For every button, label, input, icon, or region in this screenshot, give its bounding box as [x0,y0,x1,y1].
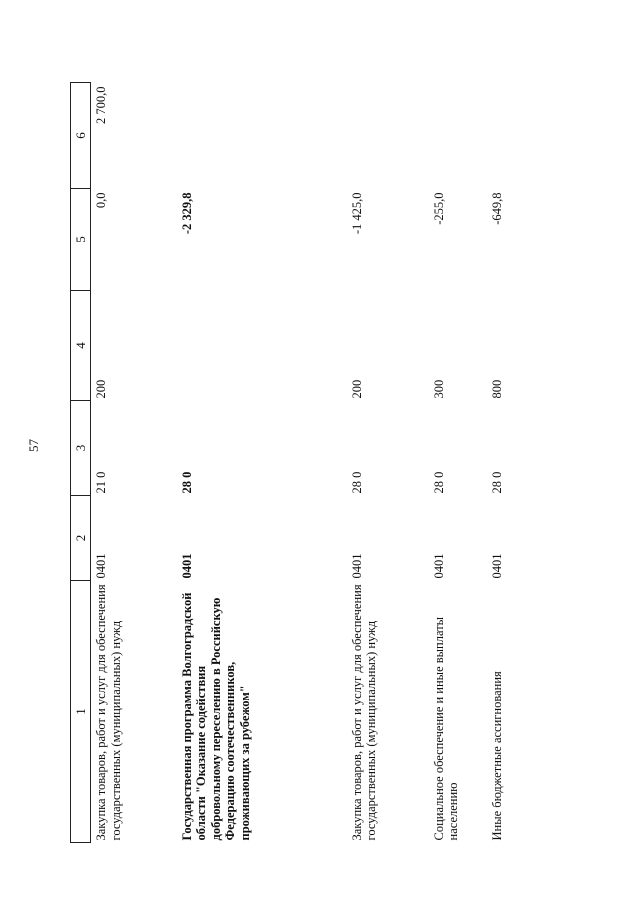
table-row [429,83,487,843]
row-sub: 28 0 [489,471,504,494]
header-col-6: 6 [71,83,91,189]
row-name: Социальное обеспечение и иные выплаты населению [431,616,460,841]
row-col6 [347,83,429,189]
header-col-2: 2 [71,496,91,581]
row-change: -649,8 [489,192,504,225]
rotated-table-container [70,83,600,843]
budget-table [70,82,527,843]
header-col-4: 4 [71,291,91,401]
row-kind: 300 [431,379,446,399]
row-code: 0401 [349,553,364,579]
row-col6: 2 700,0 [94,86,108,124]
row-change: -2 329,8 [179,192,194,235]
table-row [91,83,177,843]
row-sub: 21 0 [94,471,108,494]
row-kind: 200 [349,379,364,399]
table-row [347,83,429,843]
row-col6 [429,83,487,189]
row-code: 0401 [431,553,446,579]
header-col-1: 1 [71,581,91,843]
header-col-5: 5 [71,189,91,291]
row-name: Государственная программа Волгоградской области "Оказание содействия добровольному переселению в Российскую Федерацию соотечественников, проживающих за рубежом" [179,592,252,841]
row-name: Закупка товаров, работ и услуг для обеспечения государственных (муниципальных) нужд [94,584,123,841]
row-change: -255,0 [431,192,446,225]
row-kind: 800 [489,379,504,399]
header-col-3: 3 [71,401,91,496]
row-code: 0401 [179,553,194,579]
table-row [487,83,527,843]
row-name: Закупка товаров, работ и услуг для обеспечения государственных (муниципальных) нужд [349,584,378,841]
header-row [71,83,91,843]
row-sub: 28 0 [179,471,194,494]
row-name: Иные бюджетные ассигнования [489,671,504,841]
row-code: 0401 [94,553,108,579]
row-sub: 28 0 [431,471,446,494]
row-kind [177,291,347,401]
row-kind: 200 [94,379,108,399]
row-col6 [487,83,527,189]
row-sub: 28 0 [349,471,364,494]
row-col6 [177,83,347,189]
row-change: -1 425,0 [349,192,364,235]
row-code: 0401 [489,553,504,579]
table-row [177,83,347,843]
page-number: 57 [26,439,41,452]
row-total: 0,0 [94,192,108,209]
